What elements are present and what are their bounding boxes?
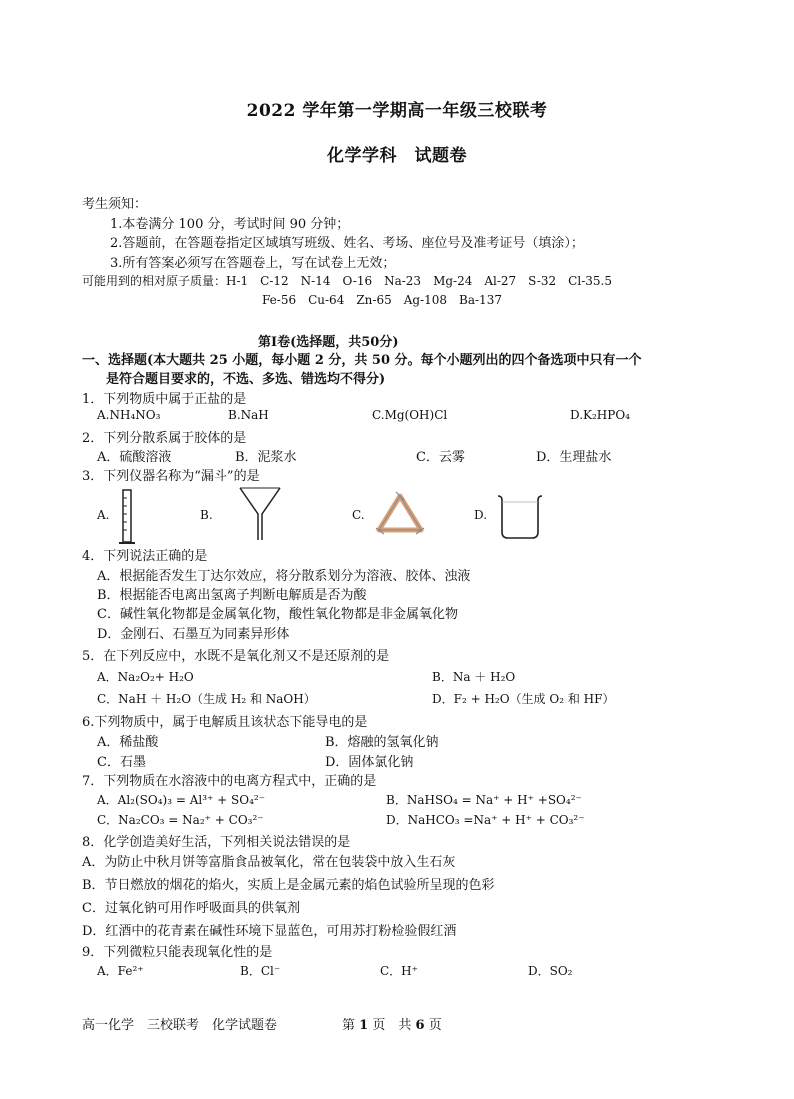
option-c: C．H⁺ bbox=[380, 964, 418, 978]
question-stem: 1．下列物质中属于正盐的是 bbox=[82, 392, 247, 407]
section-instructions: 是符合题目要求的，不选、多选、错选均不得分) bbox=[106, 372, 386, 387]
option-d: D.K₂HPO₄ bbox=[570, 408, 630, 422]
option-d: D．固体氯化钠 bbox=[325, 755, 414, 770]
question-stem: 2．下列分散系属于胶体的是 bbox=[82, 431, 247, 446]
question-stem: 6.下列物质中，属于电解质且该状态下能导电的是 bbox=[82, 715, 368, 730]
question-stem: 9．下列微粒只能表现氧化性的是 bbox=[82, 945, 273, 960]
option-d: D．红酒中的花青素在碱性环境下显蓝色，可用苏打粉检验假红酒 bbox=[82, 924, 457, 939]
notice-item: 2.答题前，在答题卷指定区域填写班级、姓名、考场、座位号及准考证号（填涂）； bbox=[110, 236, 584, 251]
option-d: D．金刚石、石墨互为同素异形体 bbox=[97, 627, 290, 642]
option-b: B.NaH bbox=[228, 408, 269, 422]
option-a: A．硫酸溶液 bbox=[97, 450, 172, 465]
question-stem: 5．在下列反应中，水既不是氧化剂又不是还原剂的是 bbox=[82, 649, 390, 664]
graduated-cylinder-icon bbox=[116, 488, 138, 548]
question-stem: 7．下列物质在水溶液中的电离方程式中，正确的是 bbox=[82, 774, 377, 789]
option-a: A．稀盐酸 bbox=[97, 735, 159, 750]
option-a: A．根据能否发生丁达尔效应，将分散系划分为溶液、胶体、浊液 bbox=[97, 569, 471, 584]
question-stem: 8．化学创造美好生活，下列相关说法错误的是 bbox=[82, 835, 351, 850]
option-d: D．NaHCO₃ =Na⁺ + H⁺ + CO₃²⁻ bbox=[386, 813, 585, 827]
option-a: A. bbox=[97, 508, 110, 522]
option-a: A．Fe²⁺ bbox=[97, 964, 144, 978]
part-title: 第Ⅰ卷(选择题，共50分) bbox=[258, 335, 399, 350]
section-instructions: 一、选择题(本大题共 25 小题，每小题 2 分，共 50 分。每个小题列出的四个备选项中只有一个 bbox=[82, 353, 642, 368]
option-c: C. bbox=[352, 508, 365, 522]
option-d: D．生理盐水 bbox=[536, 450, 612, 465]
page-suffix: 页 bbox=[428, 1018, 442, 1033]
beaker-icon bbox=[494, 492, 546, 540]
footer-exam-name: 高一化学 三校联考 化学试题卷 bbox=[82, 1018, 278, 1033]
option-b: B．根据能否电离出氢离子判断电解质是否为酸 bbox=[97, 588, 367, 603]
option-d: D. bbox=[474, 508, 488, 522]
option-b: B. bbox=[200, 508, 213, 522]
option-c: C.Mg(OH)Cl bbox=[372, 408, 448, 422]
atomic-mass-line: Fe-56 Cu-64 Zn-65 Ag-108 Ba-137 bbox=[262, 293, 502, 307]
option-c: C．过氧化钠可用作呼吸面具的供氧剂 bbox=[82, 901, 300, 916]
option-c: C．碱性氧化物都是金属氧化物，酸性氧化物都是非金属氧化物 bbox=[97, 607, 458, 622]
option-b: B．Cl⁻ bbox=[240, 964, 281, 978]
notice-item: 1.本卷满分 100 分，考试时间 90 分钟； bbox=[110, 217, 350, 232]
option-c: C．NaH ＋ H₂O（生成 H₂ 和 NaOH） bbox=[97, 692, 316, 706]
atomic-mass-line: 可能用到的相对原子质量：H-1 C-12 N-14 O-16 Na-23 Mg-24 Al-27 S-32 Cl-35.5 bbox=[82, 274, 612, 288]
option-a: A．为防止中秋月饼等富脂食品被氧化，常在包装袋中放入生石灰 bbox=[82, 855, 456, 870]
page-indicator bbox=[342, 1014, 442, 1033]
option-b: B．节日燃放的烟花的焰火，实质上是金属元素的焰色试验所呈现的色彩 bbox=[82, 878, 495, 893]
option-d: D．SO₂ bbox=[528, 964, 573, 978]
funnel-icon bbox=[238, 484, 282, 544]
option-b: B．熔融的氢氧化钠 bbox=[325, 735, 439, 750]
question-stem: 3．下列仪器名称为“漏斗”的是 bbox=[82, 469, 260, 484]
option-a: A．Al₂(SO₄)₃ = Al³⁺ + SO₄²⁻ bbox=[97, 793, 266, 807]
option-b: B．泥浆水 bbox=[235, 450, 297, 465]
notice-item: 3.所有答案必须写在答题卷上，写在试卷上无效； bbox=[110, 256, 396, 271]
option-b: B．Na ＋ H₂O bbox=[432, 670, 516, 684]
option-d: D．F₂ + H₂O（生成 O₂ 和 HF） bbox=[432, 692, 615, 706]
option-a: A．Na₂O₂+ H₂O bbox=[97, 670, 194, 684]
clay-triangle-icon bbox=[374, 490, 426, 536]
option-c: C．Na₂CO₃ = Na₂⁺ + CO₃²⁻ bbox=[97, 813, 264, 827]
option-c: C．云雾 bbox=[416, 450, 465, 465]
page-number: 1 bbox=[359, 1018, 369, 1033]
option-c: C．石墨 bbox=[97, 755, 146, 770]
exam-title: 2022 学年第一学期高一年级三校联考 bbox=[246, 101, 548, 121]
option-a: A.NH₄NO₃ bbox=[97, 408, 161, 422]
exam-subtitle: 化学学科 试题卷 bbox=[327, 146, 467, 166]
page-mid: 页 共 bbox=[372, 1018, 412, 1033]
page-total: 6 bbox=[415, 1018, 425, 1033]
page-prefix: 第 bbox=[342, 1018, 356, 1033]
option-b: B．NaHSO₄ = Na⁺ + H⁺ +SO₄²⁻ bbox=[386, 793, 582, 807]
question-stem: 4．下列说法正确的是 bbox=[82, 549, 208, 564]
notice-heading: 考生须知： bbox=[82, 197, 148, 212]
